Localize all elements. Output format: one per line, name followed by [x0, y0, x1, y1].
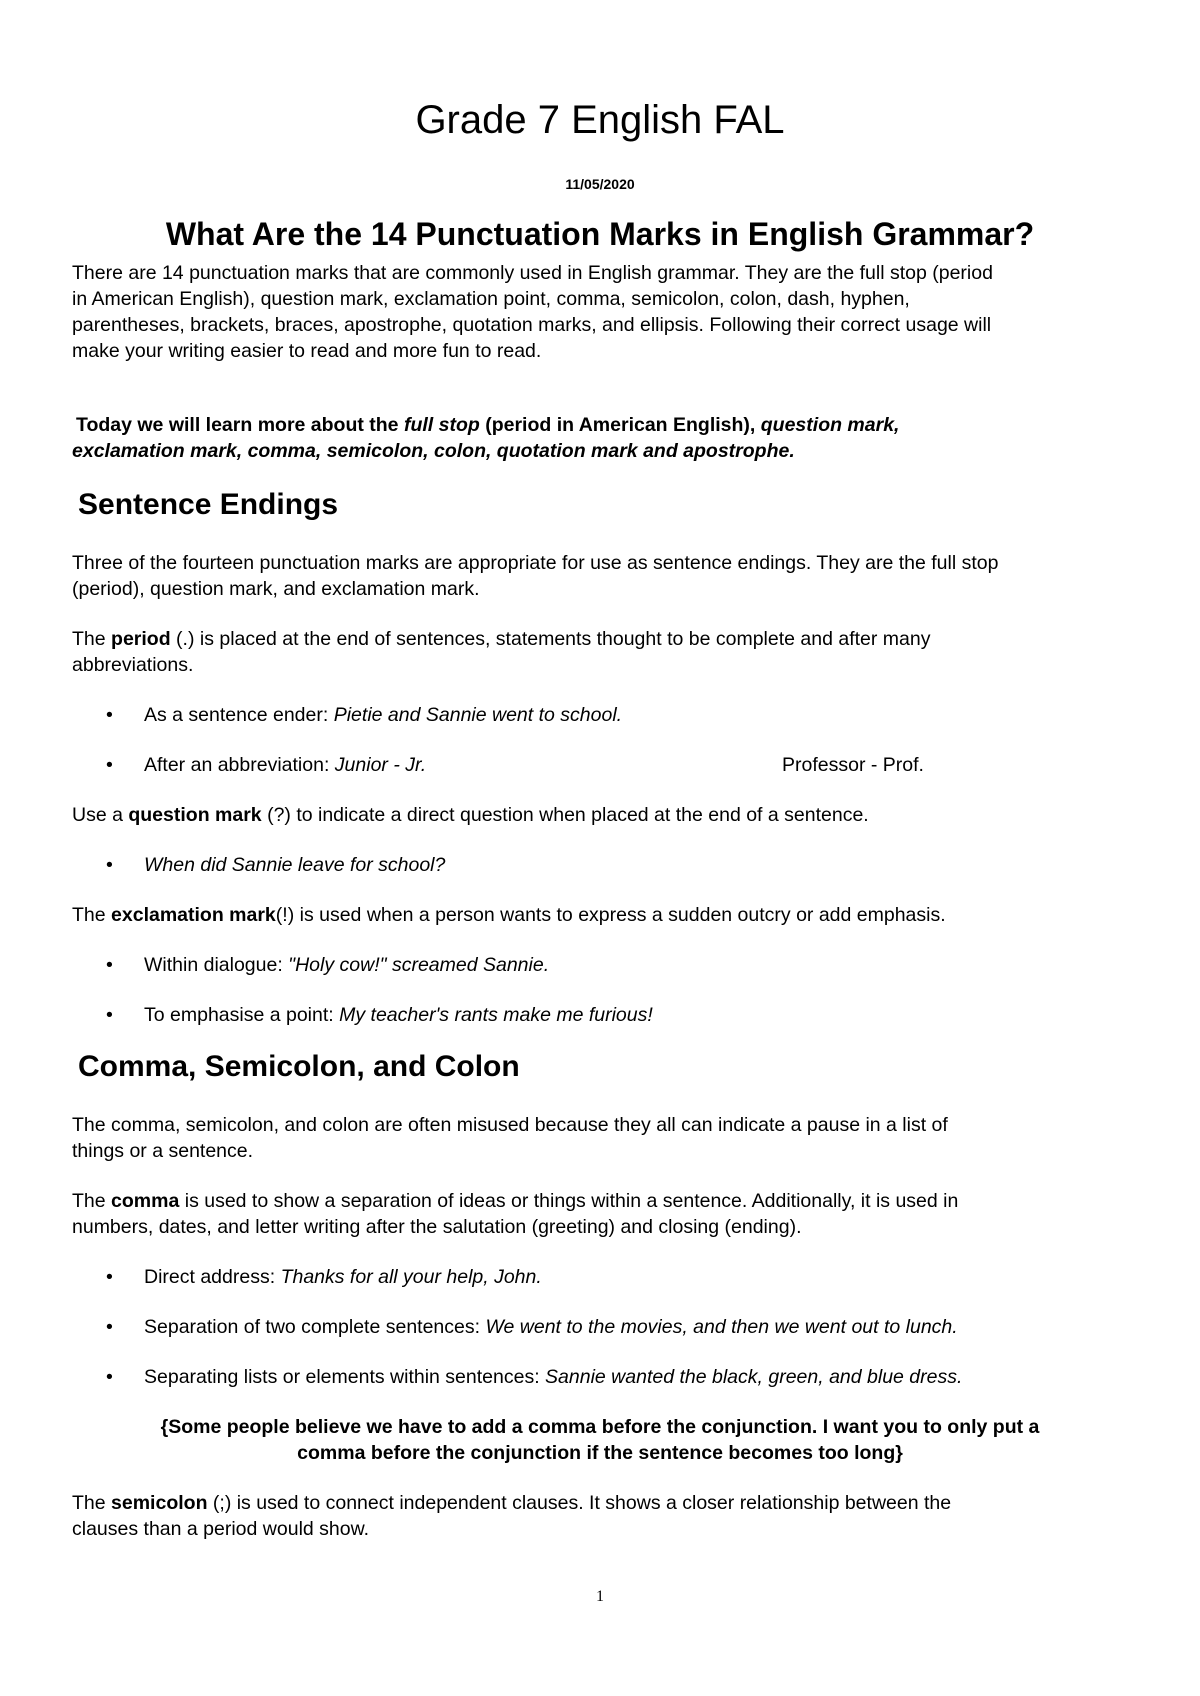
list-item: • After an abbreviation: Junior - Jr. Professor - Prof.: [106, 754, 924, 776]
list-item: • Separating lists or elements within sentences: Sannie wanted the black, green, and blue dress.: [106, 1366, 963, 1388]
intro-line: There are 14 punctuation marks that are commonly used in English grammar. They are the full stop (period: [72, 262, 993, 284]
question-paragraph: Use a question mark (?) to indicate a direct question when placed at the end of a sentence.: [72, 804, 869, 826]
bullet-icon: •: [106, 1316, 113, 1338]
bullet-icon: •: [106, 704, 113, 726]
comma-paragraph: The comma is used to show a separation of ideas or things within a sentence. Additionally, it is used in numbers, dates, and letter writing after the salutation (greeting) and closing (ending).: [72, 1190, 959, 1238]
list-item: • When did Sannie leave for school?: [106, 854, 446, 876]
section-heading-sentence-endings: Sentence Endings: [78, 488, 339, 521]
page-number: 1: [596, 1588, 604, 1605]
main-heading: What Are the 14 Punctuation Marks in English Grammar?: [165, 216, 1035, 252]
list-item: • Within dialogue: "Holy cow!" screamed Sannie.: [106, 954, 550, 976]
exclamation-paragraph: The exclamation mark(!) is used when a person wants to express a sudden outcry or add emphasis.: [72, 904, 946, 926]
intro-line: in American English), question mark, exclamation point, comma, semicolon, colon, dash, hyphen,: [72, 288, 910, 310]
intro-paragraph: [72, 260, 1128, 364]
bullet-icon: •: [106, 1266, 113, 1288]
list-item: • Separation of two complete sentences: We went to the movies, and then we went out to lunch.: [106, 1316, 958, 1338]
bullet-icon: •: [106, 754, 113, 776]
list-item: • To emphasise a point: My teacher's rants make me furious!: [106, 1004, 653, 1026]
bullet-icon: •: [106, 1004, 113, 1026]
section-heading-comma-semicolon-colon: Comma, Semicolon, and Colon: [78, 1050, 520, 1083]
semicolon-paragraph: The semicolon (;) is used to connect independent clauses. It shows a closer relationship between the clauses than a period would show.: [72, 1492, 952, 1540]
period-paragraph: The period (.) is placed at the end of sentences, statements thought to be complete and after many abbreviations.: [72, 628, 931, 676]
bullet-icon: •: [106, 854, 113, 876]
note-paragraph: {Some people believe we have to add a comma before the conjunction. I want you to only put a comma before the conjunction if the sentence becomes too long}: [160, 1416, 1040, 1464]
paragraph: The comma, semicolon, and colon are often misused because they all can indicate a pause in a list of things or a sentence.: [72, 1114, 948, 1162]
intro-line: make your writing easier to read and more fun to read.: [72, 340, 542, 362]
today-paragraph: Today we will learn more about the full stop (period in American English), question mark, exclamation mark, comma, semicolon, colon, quotation mark and apostrophe.: [72, 414, 900, 462]
intro-line: parentheses, brackets, braces, apostrophe, quotation marks, and ellipsis. Following their correct usage will: [72, 314, 992, 336]
list-item: • As a sentence ender: Pietie and Sannie went to school.: [106, 704, 623, 726]
paragraph: Three of the fourteen punctuation marks are appropriate for use as sentence endings. They are the full stop (period), question mark, and exclamation mark.: [72, 552, 999, 600]
date: 11/05/2020: [565, 176, 635, 192]
list-item: • Direct address: Thanks for all your help, John.: [106, 1266, 542, 1288]
bullet-icon: •: [106, 1366, 113, 1388]
page-title: Grade 7 English FAL: [415, 98, 785, 142]
bullet-icon: •: [106, 954, 113, 976]
